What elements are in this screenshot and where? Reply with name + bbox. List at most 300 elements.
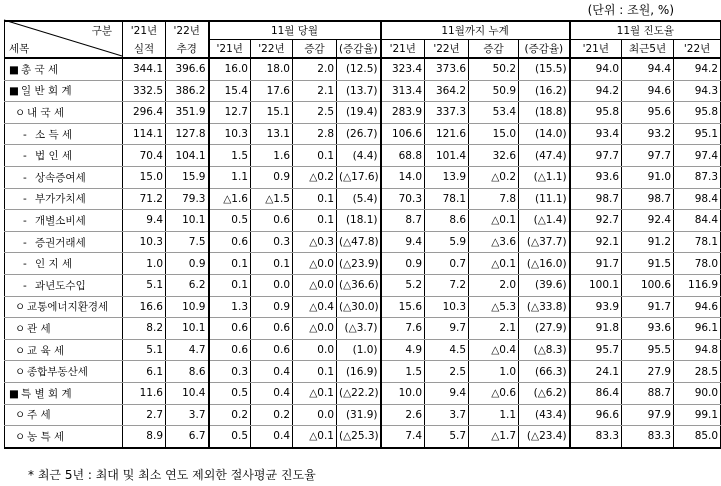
- table-row: [5, 296, 721, 318]
- row-label-text: 교 육 세: [27, 344, 65, 357]
- cell-p5: 91.2: [622, 231, 674, 253]
- cell-y22: 15.9: [166, 166, 209, 188]
- table-row: [5, 145, 721, 167]
- cell-p21: 83.3: [570, 426, 622, 448]
- cell-nchg: 2.1: [293, 80, 337, 102]
- cell-p5: 97.7: [622, 145, 674, 167]
- cell-p21: 93.6: [570, 166, 622, 188]
- unit-note: (단위 : 조원, %): [587, 3, 674, 17]
- cell-nchg: △0.0: [293, 274, 337, 296]
- cell-y21: 332.5: [123, 80, 166, 102]
- cell-c21: 323.4: [381, 58, 425, 80]
- cell-y22: 10.1: [166, 318, 209, 340]
- cell-c21: 313.4: [381, 80, 425, 102]
- footnote: * 최근 5년 : 최대 및 최소 연도 제외한 절사평균 진도율: [28, 468, 316, 482]
- cell-c22: 337.3: [425, 102, 469, 124]
- cell-c22: 373.6: [425, 58, 469, 80]
- cell-n21: 0.5: [209, 426, 251, 448]
- cell-cchg: △3.6: [469, 231, 519, 253]
- cell-n22: 18.0: [251, 58, 293, 80]
- row-label: [5, 339, 123, 361]
- y21-top: '21년: [123, 21, 166, 40]
- group-prog: 11월 진도율: [570, 21, 721, 40]
- cell-p5: 92.4: [622, 210, 674, 232]
- cell-y21: 114.1: [123, 123, 166, 145]
- cell-nrate: (16.9): [337, 361, 381, 383]
- table-row: [5, 404, 721, 426]
- cell-n22: 17.6: [251, 80, 293, 102]
- cell-c22: 5.7: [425, 426, 469, 448]
- corner-diagonal: [4, 20, 122, 56]
- cell-cchg: △0.4: [469, 339, 519, 361]
- cell-nrate: (△47.8): [337, 231, 381, 253]
- row-marker: -: [23, 258, 27, 271]
- cell-y22: 104.1: [166, 145, 209, 167]
- table-row: [5, 102, 721, 124]
- cell-n22: 0.9: [251, 166, 293, 188]
- table-row: [5, 274, 721, 296]
- cell-n21: 1.1: [209, 166, 251, 188]
- cell-y22: 386.2: [166, 80, 209, 102]
- cell-nchg: 0.1: [293, 361, 337, 383]
- cell-p22: 85.0: [674, 426, 721, 448]
- cell-crate: (11.1): [519, 188, 570, 210]
- cell-p22: 90.0: [674, 382, 721, 404]
- cell-p22: 87.3: [674, 166, 721, 188]
- sub-prog-5y: 최근5년: [622, 40, 674, 59]
- cell-cchg: 50.9: [469, 80, 519, 102]
- cell-nchg: 0.1: [293, 145, 337, 167]
- cell-nrate: (△17.6): [337, 166, 381, 188]
- cell-y22: 4.7: [166, 339, 209, 361]
- cell-y21: 296.4: [123, 102, 166, 124]
- cell-y21: 2.7: [123, 404, 166, 426]
- cell-y22: 10.4: [166, 382, 209, 404]
- cell-c21: 106.6: [381, 123, 425, 145]
- cell-n21: 16.0: [209, 58, 251, 80]
- cell-nchg: △0.1: [293, 426, 337, 448]
- sub-cum-22: '22년: [425, 40, 469, 59]
- cell-y22: 3.7: [166, 404, 209, 426]
- row-label: [5, 361, 123, 383]
- group-cum: 11월까지 누계: [381, 21, 570, 40]
- cell-p5: 95.5: [622, 339, 674, 361]
- cell-nchg: 2.5: [293, 102, 337, 124]
- cell-y21: 70.4: [123, 145, 166, 167]
- sub-prog-22: '22년: [674, 40, 721, 59]
- cell-nrate: (△25.3): [337, 426, 381, 448]
- cell-nchg: △0.2: [293, 166, 337, 188]
- y22-bottom: 추경: [166, 40, 209, 59]
- cell-cchg: △0.2: [469, 166, 519, 188]
- row-label: [5, 231, 123, 253]
- cell-y22: 351.9: [166, 102, 209, 124]
- cell-p22: 78.0: [674, 253, 721, 275]
- cell-nrate: (31.9): [337, 404, 381, 426]
- cell-p5: 93.2: [622, 123, 674, 145]
- row-label: [5, 166, 123, 188]
- cell-cchg: 32.6: [469, 145, 519, 167]
- table-row: [5, 231, 721, 253]
- row-label-text: 특 별 회 계: [21, 387, 72, 400]
- cell-p22: 94.3: [674, 80, 721, 102]
- cell-crate: (39.6): [519, 274, 570, 296]
- cell-c21: 9.4: [381, 231, 425, 253]
- cell-p21: 93.9: [570, 296, 622, 318]
- cell-c22: 10.3: [425, 296, 469, 318]
- cell-n21: 1.3: [209, 296, 251, 318]
- cell-nrate: (18.1): [337, 210, 381, 232]
- cell-c21: 5.2: [381, 274, 425, 296]
- cell-nrate: (△36.6): [337, 274, 381, 296]
- cell-crate: (18.8): [519, 102, 570, 124]
- cell-c21: 8.7: [381, 210, 425, 232]
- cell-n22: 0.3: [251, 231, 293, 253]
- row-label: [5, 58, 123, 80]
- cell-p22: 97.4: [674, 145, 721, 167]
- cell-n21: 0.5: [209, 210, 251, 232]
- row-label: [5, 296, 123, 318]
- cell-nrate: (4.4): [337, 145, 381, 167]
- cell-y22: 6.2: [166, 274, 209, 296]
- table-row: [5, 188, 721, 210]
- cell-y21: 11.6: [123, 382, 166, 404]
- cell-p21: 92.1: [570, 231, 622, 253]
- table-row: [5, 80, 721, 102]
- cell-cchg: 50.2: [469, 58, 519, 80]
- cell-n21: 10.3: [209, 123, 251, 145]
- row-marker: ■: [9, 387, 19, 400]
- cell-c22: 2.5: [425, 361, 469, 383]
- sub-cum-21: '21년: [381, 40, 425, 59]
- cell-y21: 71.2: [123, 188, 166, 210]
- cell-c21: 4.9: [381, 339, 425, 361]
- row-marker: ■: [9, 63, 19, 76]
- cell-y21: 8.2: [123, 318, 166, 340]
- cell-n22: 0.6: [251, 318, 293, 340]
- cell-nchg: △0.4: [293, 296, 337, 318]
- cell-y22: 396.6: [166, 58, 209, 80]
- cell-cchg: 1.0: [469, 361, 519, 383]
- cell-cchg: △1.7: [469, 426, 519, 448]
- cell-p22: 94.2: [674, 58, 721, 80]
- cell-p21: 94.0: [570, 58, 622, 80]
- cell-n22: 0.9: [251, 296, 293, 318]
- row-label: [5, 102, 123, 124]
- cell-p21: 98.7: [570, 188, 622, 210]
- table-row: [5, 210, 721, 232]
- row-label-text: 증권거래세: [35, 236, 86, 249]
- row-label: [5, 123, 123, 145]
- cell-p22: 78.1: [674, 231, 721, 253]
- cell-crate: (△23.4): [519, 426, 570, 448]
- group-nov: 11월 당월: [209, 21, 381, 40]
- row-marker: ㅇ: [15, 409, 26, 422]
- row-label: [5, 426, 123, 448]
- cell-p5: 100.6: [622, 274, 674, 296]
- sub-nov-22: '22년: [251, 40, 293, 59]
- cell-nrate: (26.7): [337, 123, 381, 145]
- row-marker: ㅇ: [15, 322, 26, 335]
- cell-c22: 9.4: [425, 382, 469, 404]
- cell-y21: 8.9: [123, 426, 166, 448]
- cell-c21: 1.5: [381, 361, 425, 383]
- cell-n21: 0.6: [209, 339, 251, 361]
- cell-n21: 0.6: [209, 318, 251, 340]
- table-row: [5, 166, 721, 188]
- cell-n22: 0.0: [251, 274, 293, 296]
- cell-crate: (47.4): [519, 145, 570, 167]
- cell-cchg: 53.4: [469, 102, 519, 124]
- cell-p21: 94.2: [570, 80, 622, 102]
- row-marker: -: [23, 150, 27, 163]
- sub-nov-chg: 증감: [293, 40, 337, 59]
- cell-c21: 283.9: [381, 102, 425, 124]
- cell-p21: 95.8: [570, 102, 622, 124]
- corner-top: 구분: [5, 21, 123, 40]
- cell-nchg: △0.1: [293, 382, 337, 404]
- cell-n21: 0.1: [209, 274, 251, 296]
- cell-cchg: △0.6: [469, 382, 519, 404]
- cell-p21: 100.1: [570, 274, 622, 296]
- cell-c22: 0.7: [425, 253, 469, 275]
- cell-n21: 1.5: [209, 145, 251, 167]
- cell-p5: 94.4: [622, 58, 674, 80]
- cell-y21: 15.0: [123, 166, 166, 188]
- row-label-text: 농 특 세: [27, 430, 65, 443]
- cell-p5: 91.7: [622, 296, 674, 318]
- cell-crate: (16.2): [519, 80, 570, 102]
- cell-p21: 92.7: [570, 210, 622, 232]
- cell-nrate: (△3.7): [337, 318, 381, 340]
- cell-y22: 0.9: [166, 253, 209, 275]
- cell-p5: 93.6: [622, 318, 674, 340]
- cell-p22: 116.9: [674, 274, 721, 296]
- cell-p22: 94.8: [674, 339, 721, 361]
- cell-crate: (43.4): [519, 404, 570, 426]
- cell-n22: 0.4: [251, 361, 293, 383]
- cell-p5: 88.7: [622, 382, 674, 404]
- cell-crate: (△8.3): [519, 339, 570, 361]
- row-marker: ■: [9, 85, 19, 98]
- cell-nchg: △0.3: [293, 231, 337, 253]
- cell-n21: 0.2: [209, 404, 251, 426]
- cell-c21: 68.8: [381, 145, 425, 167]
- row-label-text: 개별소비세: [35, 214, 86, 227]
- cell-crate: (66.3): [519, 361, 570, 383]
- table-row: [5, 58, 721, 80]
- row-label-text: 종합부동산세: [27, 366, 88, 379]
- cell-y21: 344.1: [123, 58, 166, 80]
- cell-p22: 99.1: [674, 404, 721, 426]
- cell-p22: 95.1: [674, 123, 721, 145]
- cell-p5: 97.9: [622, 404, 674, 426]
- cell-p21: 95.7: [570, 339, 622, 361]
- row-marker: -: [23, 279, 27, 292]
- cell-p21: 93.4: [570, 123, 622, 145]
- cell-crate: (△6.2): [519, 382, 570, 404]
- cell-p22: 98.4: [674, 188, 721, 210]
- cell-cchg: 2.0: [469, 274, 519, 296]
- row-label-text: 과년도수입: [35, 279, 86, 292]
- cell-y22: 6.7: [166, 426, 209, 448]
- cell-p5: 91.5: [622, 253, 674, 275]
- sub-nov-rate: (증감율): [337, 40, 381, 59]
- cell-cchg: △0.1: [469, 210, 519, 232]
- cell-p21: 91.8: [570, 318, 622, 340]
- cell-cchg: 2.1: [469, 318, 519, 340]
- table-row: [5, 361, 721, 383]
- cell-n21: 0.3: [209, 361, 251, 383]
- tax-revenue-table: [4, 20, 721, 449]
- cell-nchg: 0.0: [293, 339, 337, 361]
- cell-y22: 7.5: [166, 231, 209, 253]
- cell-y21: 5.1: [123, 274, 166, 296]
- sub-nov-21: '21년: [209, 40, 251, 59]
- cell-nrate: (△30.0): [337, 296, 381, 318]
- cell-c21: 14.0: [381, 166, 425, 188]
- cell-cchg: △5.3: [469, 296, 519, 318]
- cell-c21: 10.0: [381, 382, 425, 404]
- cell-y21: 16.6: [123, 296, 166, 318]
- row-label-text: 내 국 세: [27, 106, 65, 119]
- cell-c22: 4.5: [425, 339, 469, 361]
- cell-cchg: 1.1: [469, 404, 519, 426]
- table-row: [5, 382, 721, 404]
- row-marker: ㅇ: [15, 366, 26, 379]
- cell-p5: 83.3: [622, 426, 674, 448]
- row-marker: ㅇ: [15, 344, 26, 357]
- cell-y22: 8.6: [166, 361, 209, 383]
- cell-y22: 79.3: [166, 188, 209, 210]
- row-label-text: 부가가치세: [35, 193, 86, 206]
- cell-p5: 95.6: [622, 102, 674, 124]
- row-label-text: 일 반 회 계: [21, 85, 72, 98]
- cell-c21: 2.6: [381, 404, 425, 426]
- cell-p21: 97.7: [570, 145, 622, 167]
- cell-n22: 0.6: [251, 210, 293, 232]
- row-label: [5, 404, 123, 426]
- cell-nchg: 0.1: [293, 188, 337, 210]
- cell-y21: 5.1: [123, 339, 166, 361]
- cell-p21: 86.4: [570, 382, 622, 404]
- cell-nchg: 2.8: [293, 123, 337, 145]
- cell-c22: 101.4: [425, 145, 469, 167]
- cell-c21: 7.4: [381, 426, 425, 448]
- cell-n22: 13.1: [251, 123, 293, 145]
- cell-nchg: 0.1: [293, 210, 337, 232]
- cell-nrate: (△22.2): [337, 382, 381, 404]
- cell-y21: 1.0: [123, 253, 166, 275]
- sub-cum-rate: (증감율): [519, 40, 570, 59]
- cell-c21: 70.3: [381, 188, 425, 210]
- cell-crate: (△16.0): [519, 253, 570, 275]
- cell-nrate: (19.4): [337, 102, 381, 124]
- cell-crate: (△1.1): [519, 166, 570, 188]
- y21-bottom: 실적: [123, 40, 166, 59]
- cell-n22: 0.4: [251, 426, 293, 448]
- cell-crate: (15.5): [519, 58, 570, 80]
- cell-n21: 0.1: [209, 253, 251, 275]
- cell-crate: (△33.8): [519, 296, 570, 318]
- cell-cchg: △0.1: [469, 253, 519, 275]
- cell-nchg: 0.0: [293, 404, 337, 426]
- cell-p22: 96.1: [674, 318, 721, 340]
- cell-nrate: (1.0): [337, 339, 381, 361]
- cell-c21: 7.6: [381, 318, 425, 340]
- cell-c22: 78.1: [425, 188, 469, 210]
- cell-nrate: (5.4): [337, 188, 381, 210]
- cell-y21: 6.1: [123, 361, 166, 383]
- row-label-text: 법 인 세: [35, 150, 73, 163]
- table-row: [5, 426, 721, 448]
- y22-top: '22년: [166, 21, 209, 40]
- cell-n22: △1.5: [251, 188, 293, 210]
- cell-p21: 96.6: [570, 404, 622, 426]
- cell-n22: 15.1: [251, 102, 293, 124]
- cell-p22: 84.4: [674, 210, 721, 232]
- row-marker: -: [23, 171, 27, 184]
- cell-p5: 91.0: [622, 166, 674, 188]
- cell-crate: (△1.4): [519, 210, 570, 232]
- cell-crate: (14.0): [519, 123, 570, 145]
- cell-p22: 95.8: [674, 102, 721, 124]
- cell-p21: 24.1: [570, 361, 622, 383]
- row-label: [5, 210, 123, 232]
- row-label: [5, 274, 123, 296]
- row-label-text: 관 세: [27, 322, 51, 335]
- row-marker: -: [23, 214, 27, 227]
- cell-nrate: (12.5): [337, 58, 381, 80]
- cell-c22: 121.6: [425, 123, 469, 145]
- cell-nrate: (△23.9): [337, 253, 381, 275]
- row-marker: -: [23, 193, 27, 206]
- row-label-text: 상속증여세: [35, 171, 86, 184]
- cell-cchg: 7.8: [469, 188, 519, 210]
- cell-n21: 15.4: [209, 80, 251, 102]
- row-label: [5, 382, 123, 404]
- row-label: [5, 80, 123, 102]
- row-marker: -: [23, 236, 27, 249]
- sub-cum-chg: 증감: [469, 40, 519, 59]
- cell-y21: 10.3: [123, 231, 166, 253]
- cell-nchg: △0.0: [293, 253, 337, 275]
- row-label-text: 교통에너지환경세: [27, 301, 109, 314]
- table-row: [5, 123, 721, 145]
- cell-p5: 94.6: [622, 80, 674, 102]
- cell-crate: (△37.7): [519, 231, 570, 253]
- corner-bottom: 세목: [5, 40, 123, 59]
- cell-y22: 10.1: [166, 210, 209, 232]
- cell-nchg: △0.0: [293, 318, 337, 340]
- row-marker: ㅇ: [15, 430, 26, 443]
- row-label-text: 인 지 세: [35, 258, 73, 271]
- cell-n22: 0.1: [251, 253, 293, 275]
- cell-n22: 0.2: [251, 404, 293, 426]
- cell-n22: 1.6: [251, 145, 293, 167]
- cell-c21: 0.9: [381, 253, 425, 275]
- cell-nrate: (13.7): [337, 80, 381, 102]
- cell-p5: 98.7: [622, 188, 674, 210]
- row-marker: -: [23, 128, 27, 141]
- table-row: [5, 253, 721, 275]
- row-label: [5, 145, 123, 167]
- cell-n21: 0.5: [209, 382, 251, 404]
- cell-c22: 8.6: [425, 210, 469, 232]
- cell-c22: 7.2: [425, 274, 469, 296]
- cell-y21: 9.4: [123, 210, 166, 232]
- cell-p5: 27.9: [622, 361, 674, 383]
